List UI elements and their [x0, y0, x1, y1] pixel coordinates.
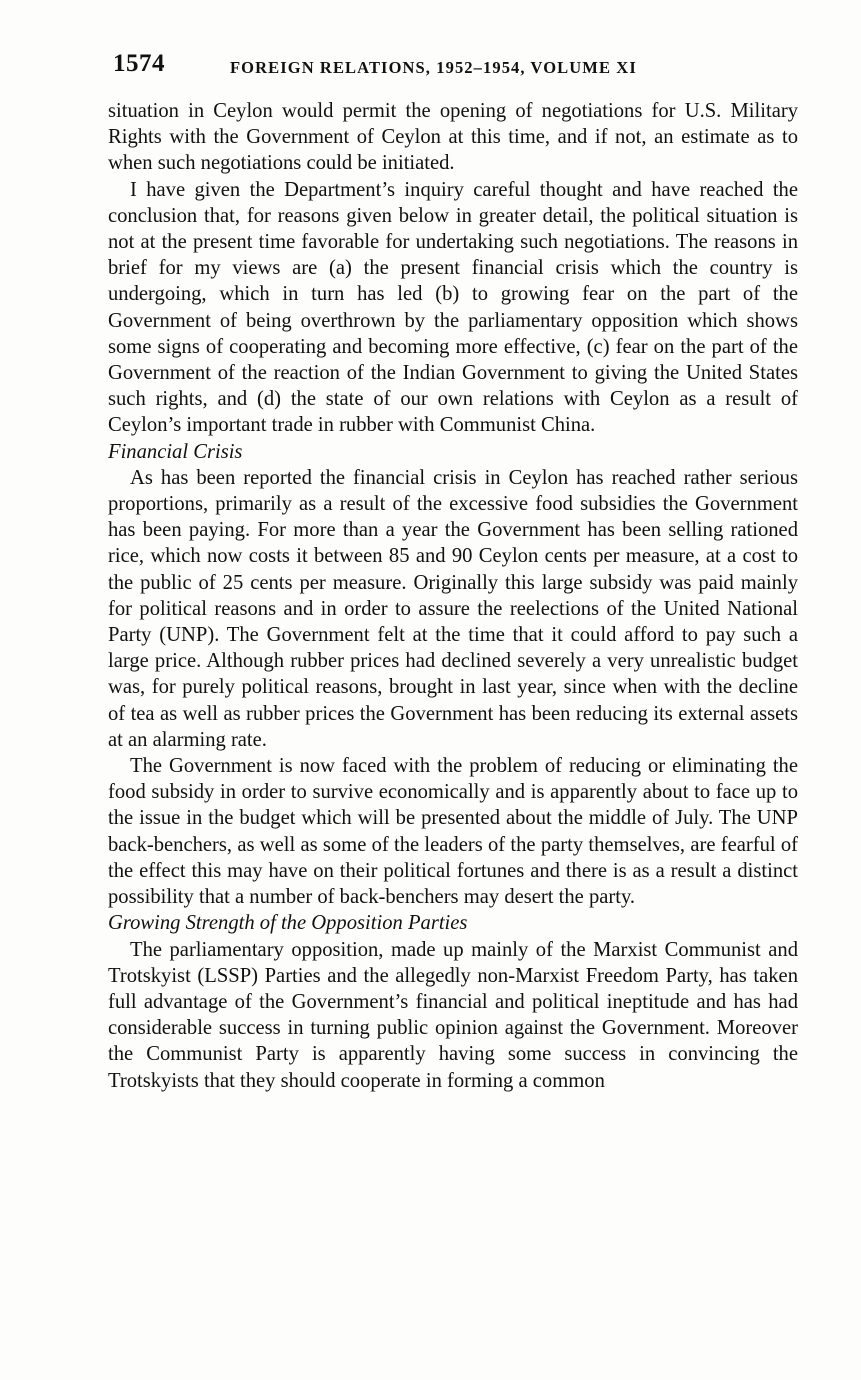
- paragraph-continuation: situation in Ceylon would permit the opening of negotiations for U.S. Military Rights with the Government of Ceylon at this time, and if not, an estimate as to when such negotiations could be initiated.: [108, 100, 798, 175]
- heading-opposition-parties: Growing Strength of the Opposition Parties: [108, 912, 468, 935]
- paragraph-financial-crisis: As has been reported the financial crisis in Ceylon has reached rather serious proportions, primarily as a result of the excessive food subsidies the Government has been paying. For more than a year the Government has been selling rationed rice, which now costs it between 85 and 90 Ceylon cents per measure, at a cost to the public of 25 cents per measure. Originally this large subsidy was paid mainly for political reasons and in order to assure the reelections of the United National Party (UNP). The Government felt at the time that it could afford to pay such a large price. Although rubber prices had declined severely a very unrealistic budget was, for purely political reasons, brought in last year, since when with the decline of tea as well as rubber prices the Government has been reducing its external assets at an alarming rate.: [108, 466, 798, 751]
- running-head: [113, 50, 803, 84]
- heading-financial-crisis: Financial Crisis: [108, 440, 243, 463]
- body-text: [108, 98, 798, 1094]
- page-number: 1574: [113, 50, 165, 77]
- running-title: FOREIGN RELATIONS, 1952–1954, VOLUME XI: [230, 58, 637, 77]
- paragraph-department-inquiry: I have given the Department’s inquiry careful thought and have reached the conclusion that, for reasons given below in greater detail, the political situation is not at the present time favorable for undertaking such negotiations. The reasons in brief for my views are (a) the present financial crisis which the country is undergoing, which in turn has led (b) to growing fear on the part of the Government of being overthrown by the parliamentary opposition which shows some signs of cooperating and becoming more effective, (c) fear on the part of the Government of the reaction of the Indian Government to giving the United States such rights, and (d) the state of our own relations with Ceylon as a result of Ceylon’s important trade in rubber with Communist China.: [108, 178, 798, 437]
- paragraph-food-subsidy: The Government is now faced with the problem of reducing or eliminating the food subsidy in order to survive economically and is apparently about to face up to the issue in the budget which will be presented about the middle of July. The UNP back-benchers, as well as some of the leaders of the party themselves, are fearful of the effect this may have on their political fortunes and there is as a result a distinct possibility that a number of back-benchers may desert the party.: [108, 755, 798, 909]
- paragraph-opposition: The parliamentary opposition, made up mainly of the Marxist Communist and Trotskyist (LSSP) Parties and the allegedly non-Marxist Freedom Party, has taken full advantage of the Government’s financial and political ineptitude and has had considerable success in turning public opinion against the Government. Moreover the Communist Party is apparently having some success in convincing the Trotskyists that they should cooperate in forming a common: [108, 938, 798, 1092]
